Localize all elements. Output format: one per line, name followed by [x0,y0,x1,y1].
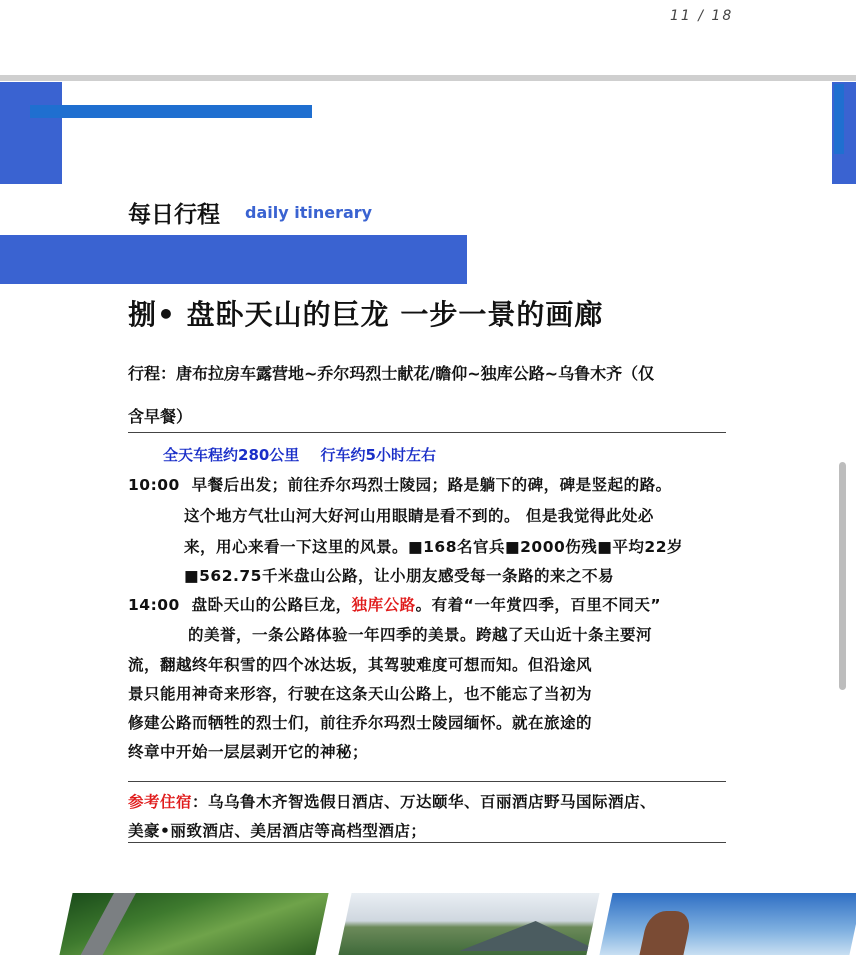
photo-monument [599,893,856,955]
schedule-entry [128,473,672,495]
hotel-label: 参考住宿 [128,793,193,811]
route-line: 含早餐） [128,407,193,426]
divider [128,842,726,843]
scrollbar[interactable] [839,462,846,690]
photo-mountain-road [59,893,328,955]
schedule-text: 早餐后出发；前往乔尔玛烈士陵园；路是躺下的碑，碑是竖起的路。 [191,476,672,494]
schedule-text: ■562.75千米盘山公路，让小朋友感受每一条路的来之不易 [184,567,614,585]
schedule-time: 10:00 [128,476,180,494]
section-title: 每日行程 [128,202,220,228]
driving-info [163,444,452,465]
schedule-text: 流，翻越终年积雪的四个冰达坂，其驾驶难度可想而知。但沿途风 [128,656,593,674]
schedule-text: 修建公路而牺牲的烈士们，前往乔尔玛烈士陵园缅怀。就在旅途的 [128,714,593,732]
section-subtitle: daily itinerary [245,203,373,222]
route-description [128,352,728,438]
schedule-text: 来，用心来看一下这里的风景。■168名官兵■2000伤残■平均22岁 [184,538,684,556]
schedule-text: 的美誉，一条公路体验一年四季的美景。跨越了天山近十条主要河 [188,626,653,644]
page-counter: 11 / 18 [670,8,734,24]
divider [128,781,726,782]
highlight-road-name: 独库公路 [351,596,416,614]
driving-time: 行车约5小时左右 [320,446,436,464]
divider [128,432,726,433]
top-divider [0,75,856,81]
schedule-text: 盘卧天山的公路巨龙， [191,596,352,614]
route-line: 行程：唐布拉房车露营地~乔尔玛烈士献花/瞻仰~独库公路~乌鲁木齐（仅 [128,364,655,383]
driving-distance: 全天车程约280公里 [163,446,300,464]
hotel-info [128,790,656,812]
schedule-text: 。有着“一年赏四季，百里不同天” [415,596,662,614]
title-band [0,235,467,284]
schedule-entry [128,593,661,615]
photo-mountain-landscape [338,893,599,955]
schedule-text: 终章中开始一层层剥开它的神秘； [128,743,369,761]
accent-line [30,105,312,118]
day-title: 捌• 盘卧天山的巨龙 一步一景的画廊 [128,298,604,331]
hotel-text: ：乌乌鲁木齐智选假日酒店、万达颐华、百丽酒店野马国际酒店、 [192,793,657,811]
schedule-text: 这个地方气壮山河大好河山用眼睛是看不到的。 但是我觉得此处必 [184,507,654,525]
schedule-time: 14:00 [128,596,180,614]
hotel-text: 美豪•丽致酒店、美居酒店等高档型酒店； [128,822,427,840]
left-decor-block [0,82,62,184]
schedule-text: 景只能用神奇来形容，行驶在这条天山公路上，也不能忘了当初为 [128,685,593,703]
right-decor-inner [834,84,844,154]
